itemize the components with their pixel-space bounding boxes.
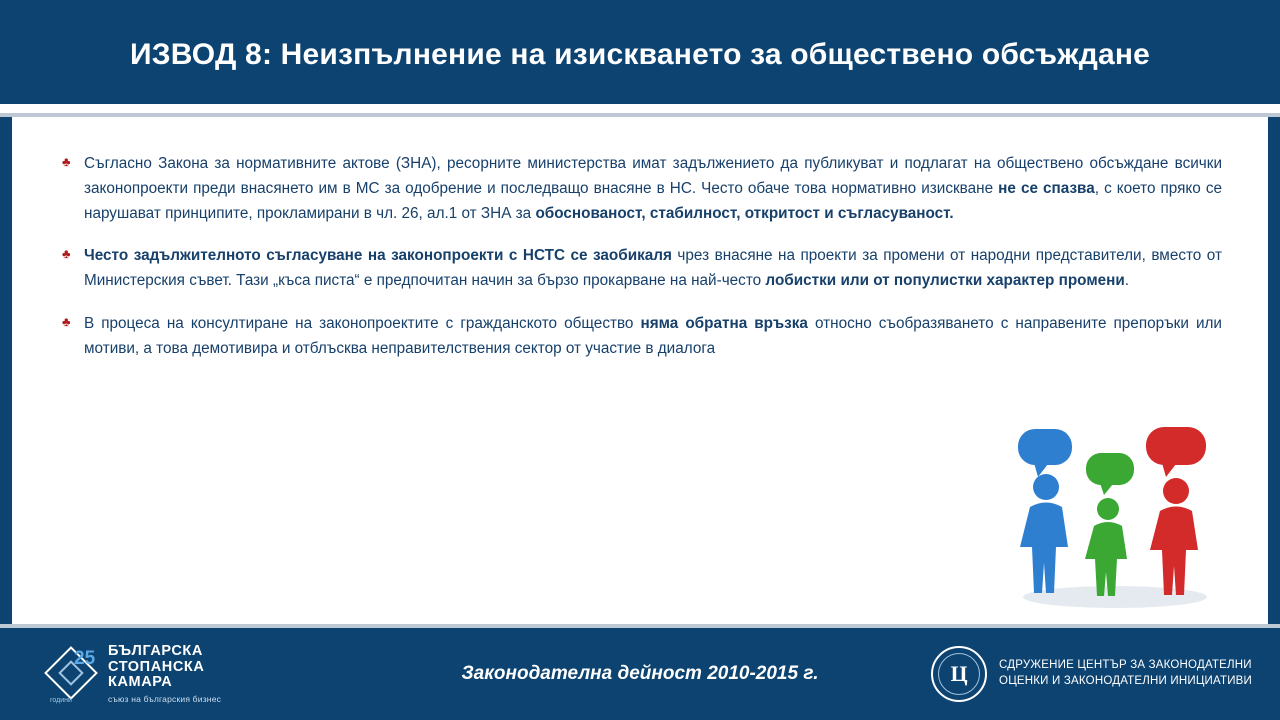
list-item: [62, 312, 1222, 362]
slide-header: [0, 0, 1280, 104]
right-logo-line2: ОЦЕНКИ И ЗАКОНОДАТЕЛНИ ИНИЦИАТИВИ: [999, 675, 1252, 687]
club-bullet-icon: ♣: [62, 313, 71, 329]
chamber-logo-line2: СТОПАНСКА: [108, 658, 205, 675]
bullet-text-3: В процеса на консултиране на законопроектите с гражданското общество няма обратна връзка относно съобразяването с направените препоръки или мотиви, а това демотивира и отблъсква неправителствения сектор от участие в диалога: [84, 314, 1222, 357]
three-people-speech-bubbles-illustration: [1000, 425, 1230, 610]
bullet-text-2: Често задължителното съгласуване на законопроекти с НСТС се заобикаля чрез внасяне на проекти за промени от народни представители, вместо от Министерския съвет. Тази „къса писта“ е предпочитан начин за бързо прокарване на най-често лобистки или от популистки характер промени.: [84, 247, 1222, 290]
chamber-logo-tagline: съюз на българския бизнес: [108, 693, 222, 704]
chamber-diamond-icon: [44, 646, 100, 702]
seal-monogram: Ц: [950, 661, 968, 686]
club-bullet-icon: ♣: [62, 246, 71, 262]
right-logo-line1: СДРУЖЕНИЕ ЦЕНТЪР ЗА ЗАКОНОДАТЕЛНИ: [999, 659, 1252, 672]
club-bullet-icon: ♣: [62, 154, 71, 169]
bulgarian-chamber-logo: [44, 640, 221, 708]
slide-footer: [0, 628, 1280, 720]
seal-icon: [931, 646, 987, 702]
header-divider-white: [0, 104, 1280, 113]
anniversary-years-word: години: [50, 697, 72, 704]
header-divider-grey: [0, 113, 1280, 117]
footer-subtitle: Законодателна дейност 2010-2015 г.: [461, 663, 819, 684]
right-logo-text: [999, 658, 1252, 689]
chamber-logo-line3: КАМАРА: [108, 674, 173, 691]
list-item: [62, 152, 1222, 226]
list-item: [62, 244, 1222, 294]
bullet-list: [62, 152, 1222, 379]
center-for-legislative-assessment-logo: [931, 646, 1252, 702]
chamber-logo-text: [108, 644, 221, 704]
bullet-text-1: Съгласно Закона за нормативните актове (ЗНА), ресорните министерства имат задължението да публикуват и подлагат на обществено обсъждане всички законопроекти преди внасянето им в МС за одобрение и последващо внасяне в НС. Често обаче това нормативно изискване не се спазва, с което пряко се нарушават принципите, прокламирани в чл. 26, ал.1 от ЗНА за обоснованост, стабилност, откритост и съгласуваност.: [84, 155, 1223, 222]
anniversary-number: 25: [74, 648, 96, 669]
page-title: ИЗВОД 8: Неизпълнение на изискването за обществено обсъждане: [129, 37, 1151, 71]
chamber-logo-line1: БЪЛГАРСКА: [108, 642, 203, 659]
